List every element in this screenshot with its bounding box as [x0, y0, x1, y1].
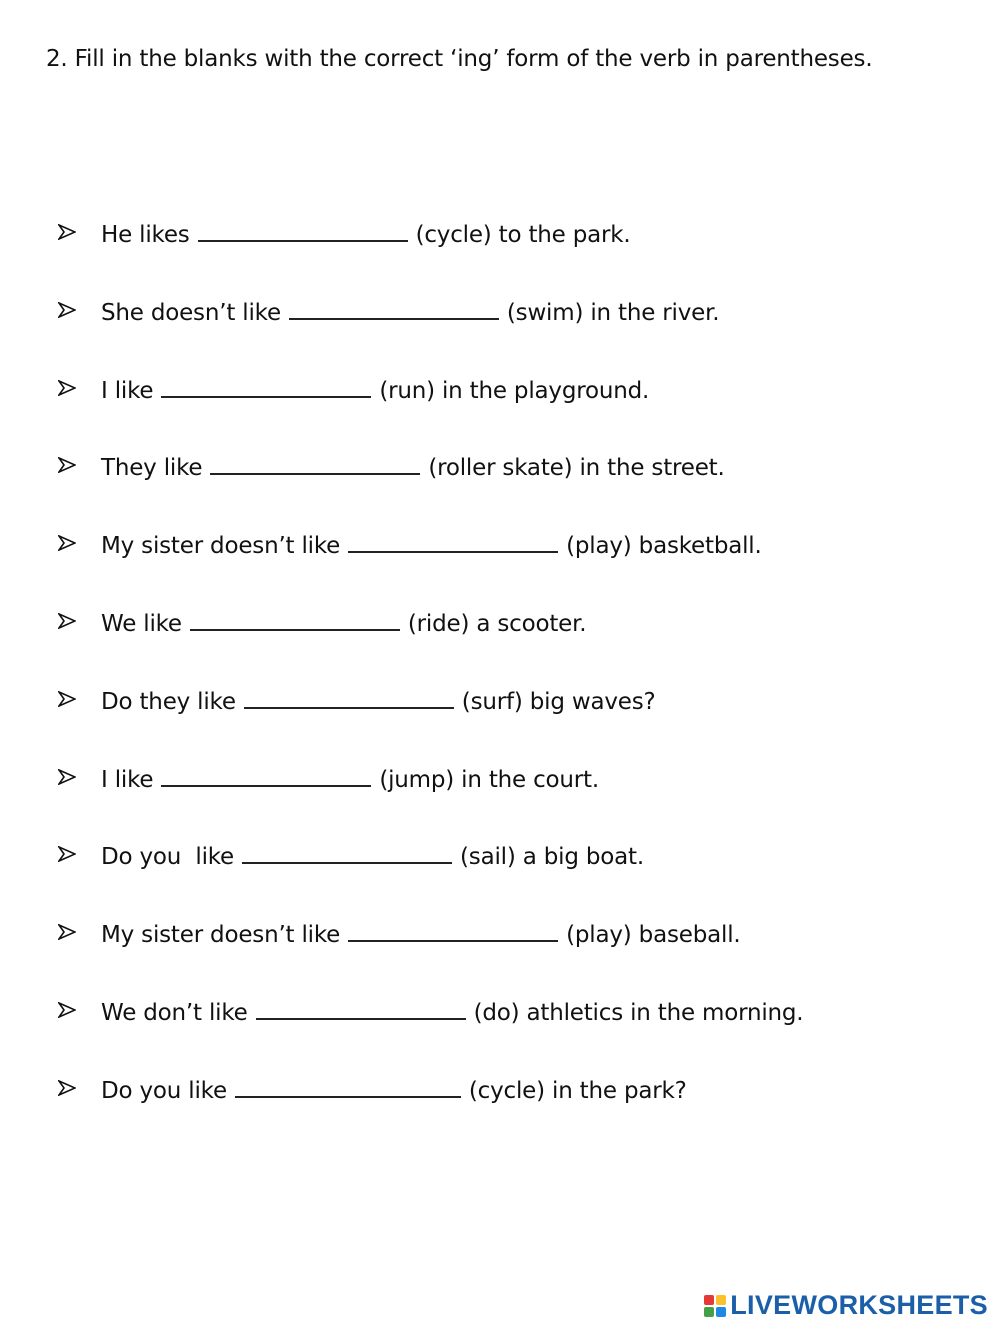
- arrowhead-bullet-icon: [58, 912, 101, 952]
- answer-blank[interactable]: [198, 212, 408, 242]
- answer-blank[interactable]: [210, 445, 420, 475]
- answer-blank[interactable]: [348, 523, 558, 553]
- answer-blank[interactable]: [242, 834, 452, 864]
- arrowhead-bullet-icon: [58, 212, 101, 252]
- arrowhead-bullet-icon: [58, 368, 101, 408]
- item-text-after: (surf) big waves?: [461, 688, 656, 715]
- item-text-before: My sister doesn’t like: [101, 922, 341, 949]
- item-text-after: (play) basketball.: [566, 533, 762, 560]
- answer-blank[interactable]: [348, 912, 558, 942]
- answer-blank[interactable]: [190, 601, 400, 631]
- item-text-before: We like: [101, 610, 182, 637]
- item-text-before: Do they like: [101, 688, 236, 715]
- item-text-after: (sail) a big boat.: [460, 844, 644, 871]
- arrowhead-bullet-icon: [58, 990, 101, 1030]
- arrowhead-bullet-icon: [58, 290, 101, 330]
- exercise-item: [58, 679, 803, 757]
- item-text-after: (roller skate) in the street.: [428, 455, 725, 482]
- exercise-item: [58, 445, 803, 523]
- item-text-after: (cycle) to the park.: [415, 222, 631, 248]
- item-text-before: I like: [101, 377, 154, 404]
- exercise-item: [58, 212, 803, 290]
- answer-blank[interactable]: [256, 990, 466, 1020]
- item-text-after: (ride) a scooter.: [407, 610, 587, 637]
- item-text-before: My sister doesn’t like: [101, 533, 341, 560]
- instruction-text: 2. Fill in the blanks with the correct ‘ing’ form of the verb in parentheses.: [46, 46, 873, 72]
- answer-blank[interactable]: [289, 290, 499, 320]
- exercise-item: [58, 1068, 803, 1146]
- answer-blank[interactable]: [161, 368, 371, 398]
- arrowhead-bullet-icon: [58, 523, 101, 563]
- item-text-after: (do) athletics in the morning.: [473, 999, 804, 1026]
- item-text-after: (play) baseball.: [566, 922, 741, 949]
- liveworksheets-logo-icon: [704, 1295, 726, 1317]
- exercise-item: [58, 368, 803, 446]
- liveworksheets-logo[interactable]: [704, 1290, 988, 1321]
- answer-blank[interactable]: [235, 1068, 461, 1098]
- item-text-before: She doesn’t like: [101, 299, 281, 326]
- arrowhead-bullet-icon: [58, 601, 101, 641]
- item-text-after: (run) in the playground.: [379, 377, 650, 404]
- exercise-item: [58, 834, 803, 912]
- arrowhead-bullet-icon: [58, 834, 101, 874]
- answer-blank[interactable]: [161, 757, 371, 787]
- item-text-after: (cycle) in the park?: [468, 1077, 687, 1104]
- item-text-after: (swim) in the river.: [506, 299, 720, 326]
- exercise-item: [58, 290, 803, 368]
- exercise-item: [58, 990, 803, 1068]
- answer-blank[interactable]: [244, 679, 454, 709]
- arrowhead-bullet-icon: [58, 679, 101, 719]
- item-text-before: He likes: [101, 222, 190, 248]
- item-text-before: We don’t like: [101, 999, 248, 1026]
- exercise-item: [58, 757, 803, 835]
- exercise-item: [58, 601, 803, 679]
- item-text-before: Do you like: [101, 1077, 227, 1104]
- item-text-before: They like: [101, 455, 203, 482]
- exercise-item: [58, 912, 803, 990]
- exercise-list: [58, 212, 803, 1146]
- logo-text: LIVEWORKSHEETS: [730, 1290, 988, 1320]
- arrowhead-bullet-icon: [58, 1068, 101, 1108]
- item-text-before: Do you like: [101, 844, 235, 871]
- arrowhead-bullet-icon: [58, 445, 101, 485]
- item-text-before: I like: [101, 766, 154, 793]
- exercise-item: [58, 523, 803, 601]
- item-text-after: (jump) in the court.: [379, 766, 599, 793]
- arrowhead-bullet-icon: [58, 757, 101, 797]
